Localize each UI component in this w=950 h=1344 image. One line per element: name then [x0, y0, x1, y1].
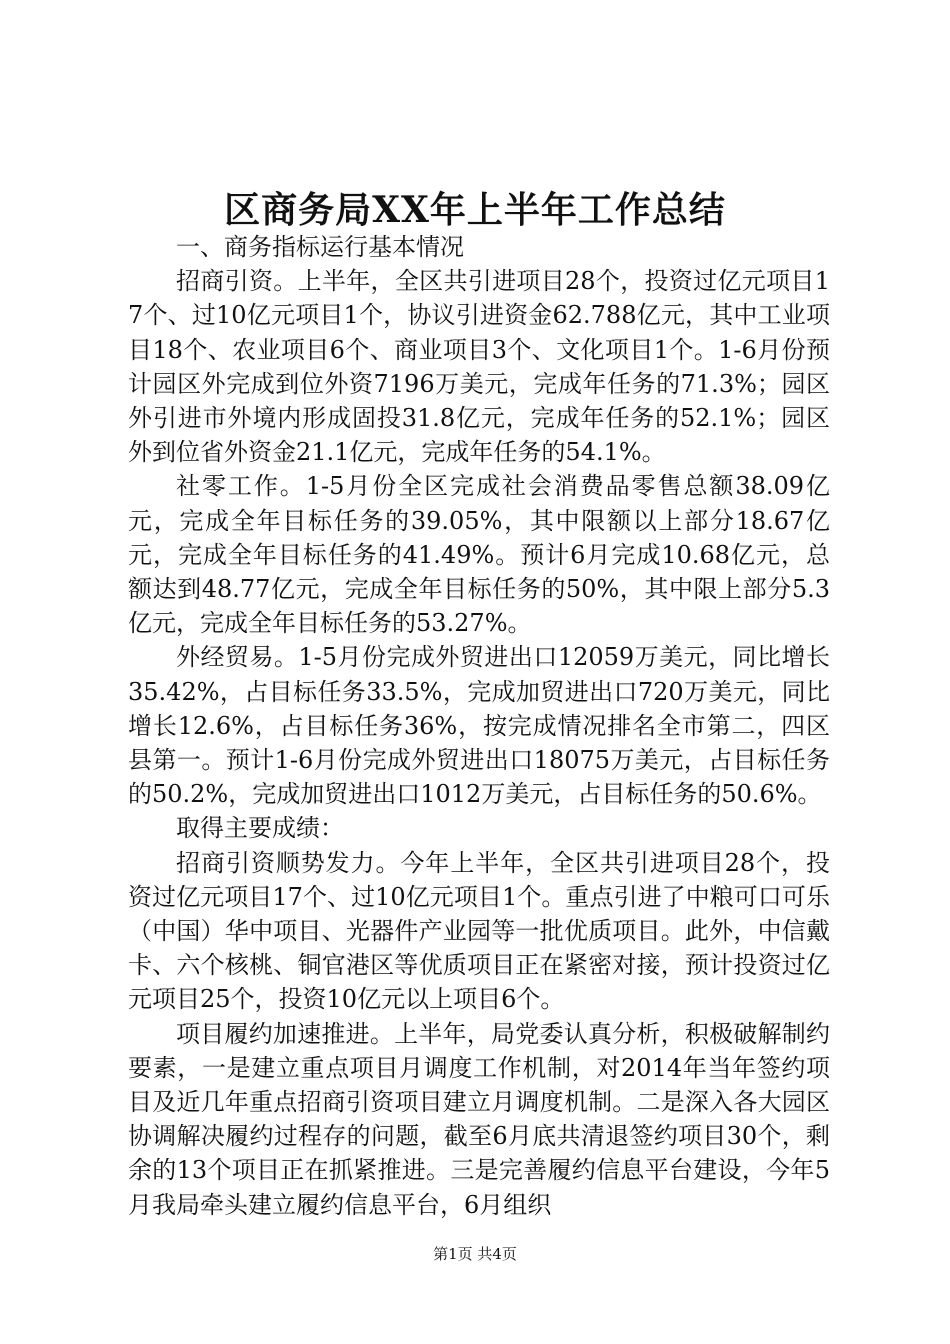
document-body [128, 230, 830, 1222]
paragraph-achievements-heading: 取得主要成绩： [176, 814, 344, 843]
document-title: 区商务局XX年上半年工作总结 [224, 189, 726, 231]
section-heading: 一、商务指标运行基本情况 [176, 233, 464, 261]
paragraph-project-performance: 项目履约加速推进。上半年，局党委认真分析，积极破解制约要素，一是建立重点项目月调度工作机制，对2014年当年签约项目及近几年重点招商引资项目建立月调度机制。二是深入各大园区协调解决履约过程存的问题，截至6月底共清退签约项目30个，剩余的13个项目正在抓紧推进。三是完善履约信息平台建设，今年5月我局牵头建立履约信息平台，6月组织 [128, 1019, 830, 1219]
paragraph-retail: 社零工作。1-5月份全区完成社会消费品零售总额38.09亿元，完成全年目标任务的39.05%，其中限额以上部分18.67亿元，完成全年目标任务的41.49%。预计6月完成10.68亿元，总额达到48.77亿元，完成全年目标任务的50%，其中限上部分5.3亿元，完成全年目标任务的53.27%。 [128, 472, 830, 638]
paragraph-investment-momentum: 招商引资顺势发力。今年上半年，全区共引进项目28个，投资过亿元项目17个、过10亿元项目1个。重点引进了中粮可口可乐（中国）华中项目、光器件产业园等一批优质项目。此外，中信戴卡、六个核桃、铜官港区等优质项目正在紧密对接，预计投资过亿元项目25个，投资10亿元以上项目6个。 [128, 848, 830, 1014]
paragraph-foreign-trade: 外经贸易。1-5月份完成外贸进出口12059万美元，同比增长35.42%，占目标任务33.5%，完成加贸进出口720万美元，同比增长12.6%，占目标任务36%，按完成情况排名全市第二，四区县第一。预计1-6月份完成外贸进出口18075万美元，占目标任务的50.2%，完成加贸进出口1012万美元，占目标任务的50.6%。 [128, 643, 830, 809]
paragraph-investment: 招商引资。上半年，全区共引进项目28个，投资过亿元项目17个、过10亿元项目1个，协议引进资金62.788亿元，其中工业项目18个、农业项目6个、商业项目3个、文化项目1个。1-6月份预计园区外完成到位外资7196万美元，完成年任务的71.3%；园区外引进市外境内形成固投31.8亿元，完成年任务的52.1%；园区外到位省外资金21.1亿元，完成年任务的54.1%。 [128, 267, 830, 467]
page-number: 第1页 共4页 [433, 1245, 517, 1263]
